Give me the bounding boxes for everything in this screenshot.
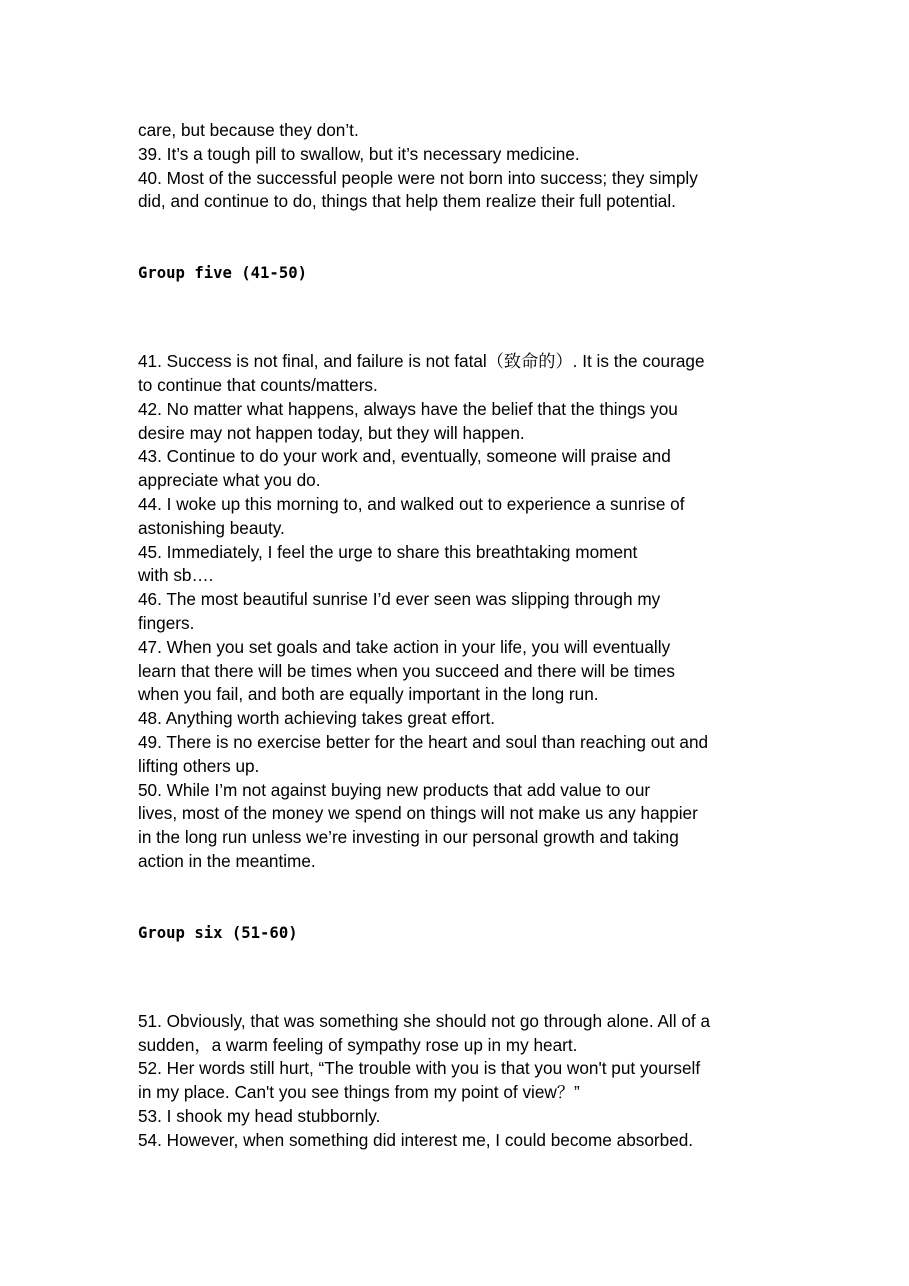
text-line: appreciate what you do.: [138, 470, 321, 491]
text-line: 41. Success is not final, and failure is not fatal（致命的）. It is the courage: [138, 351, 705, 372]
text-line: 44. I woke up this morning to, and walked out to experience a sunrise of: [138, 493, 685, 514]
section-heading-group-five: Group five (41-50): [138, 264, 307, 283]
text-line: fingers.: [138, 612, 195, 633]
text-line: 39. It’s a tough pill to swallow, but it’s necessary medicine.: [138, 143, 580, 164]
spacer: [138, 874, 778, 922]
text-line: desire may not happen today, but they will happen.: [138, 422, 525, 443]
text-line: sudden，a warm feeling of sympathy rose up in my heart.: [138, 1034, 578, 1055]
text-line: 50. While I’m not against buying new products that add value to our: [138, 779, 651, 800]
text-line: 47. When you set goals and take action in your life, you will eventually: [138, 636, 671, 657]
text-line: did, and continue to do, things that help them realize their full potential.: [138, 191, 676, 212]
text-line: 53. I shook my head stubbornly.: [138, 1105, 381, 1126]
text-line: learn that there will be times when you succeed and there will be times: [138, 660, 675, 681]
text-line: action in the meantime.: [138, 850, 316, 871]
text-line: to continue that counts/matters.: [138, 374, 378, 395]
text-line: 43. Continue to do your work and, eventually, someone will praise and: [138, 446, 671, 467]
text-line: 46. The most beautiful sunrise I’d ever seen was slipping through my: [138, 589, 661, 610]
text-line: 54. However, when something did interest me, I could become absorbed.: [138, 1129, 694, 1150]
spacer: [138, 944, 778, 1010]
spacer: [138, 214, 778, 262]
text-line: 45. Immediately, I feel the urge to share this breathtaking moment: [138, 541, 638, 562]
text-line: in my place. Can't you see things from my point of view？”: [138, 1082, 580, 1103]
text-line: lifting others up.: [138, 755, 260, 776]
section-heading-group-six: Group six (51-60): [138, 923, 298, 942]
text-line: 52. Her words still hurt, “The trouble with you is that you won't put yourself: [138, 1058, 701, 1079]
text-line: astonishing beauty.: [138, 517, 285, 538]
text-line: when you fail, and both are equally important in the long run.: [138, 684, 599, 705]
text-line: in the long run unless we’re investing in our personal growth and taking: [138, 827, 679, 848]
text-line: with sb….: [138, 565, 214, 586]
text-line: care, but because they don’t.: [138, 120, 359, 140]
text-line: 51. Obviously, that was something she should not go through alone. All of a: [138, 1010, 711, 1031]
text-line: 48. Anything worth achieving takes great effort.: [138, 708, 496, 729]
document-body: [138, 119, 778, 1153]
spacer: [138, 284, 778, 350]
text-line: 40. Most of the successful people were not born into success; they simply: [138, 167, 698, 188]
text-line: 42. No matter what happens, always have the belief that the things you: [138, 398, 678, 419]
text-line: lives, most of the money we spend on things will not make us any happier: [138, 803, 698, 824]
text-line: 49. There is no exercise better for the heart and soul than reaching out and: [138, 731, 709, 752]
